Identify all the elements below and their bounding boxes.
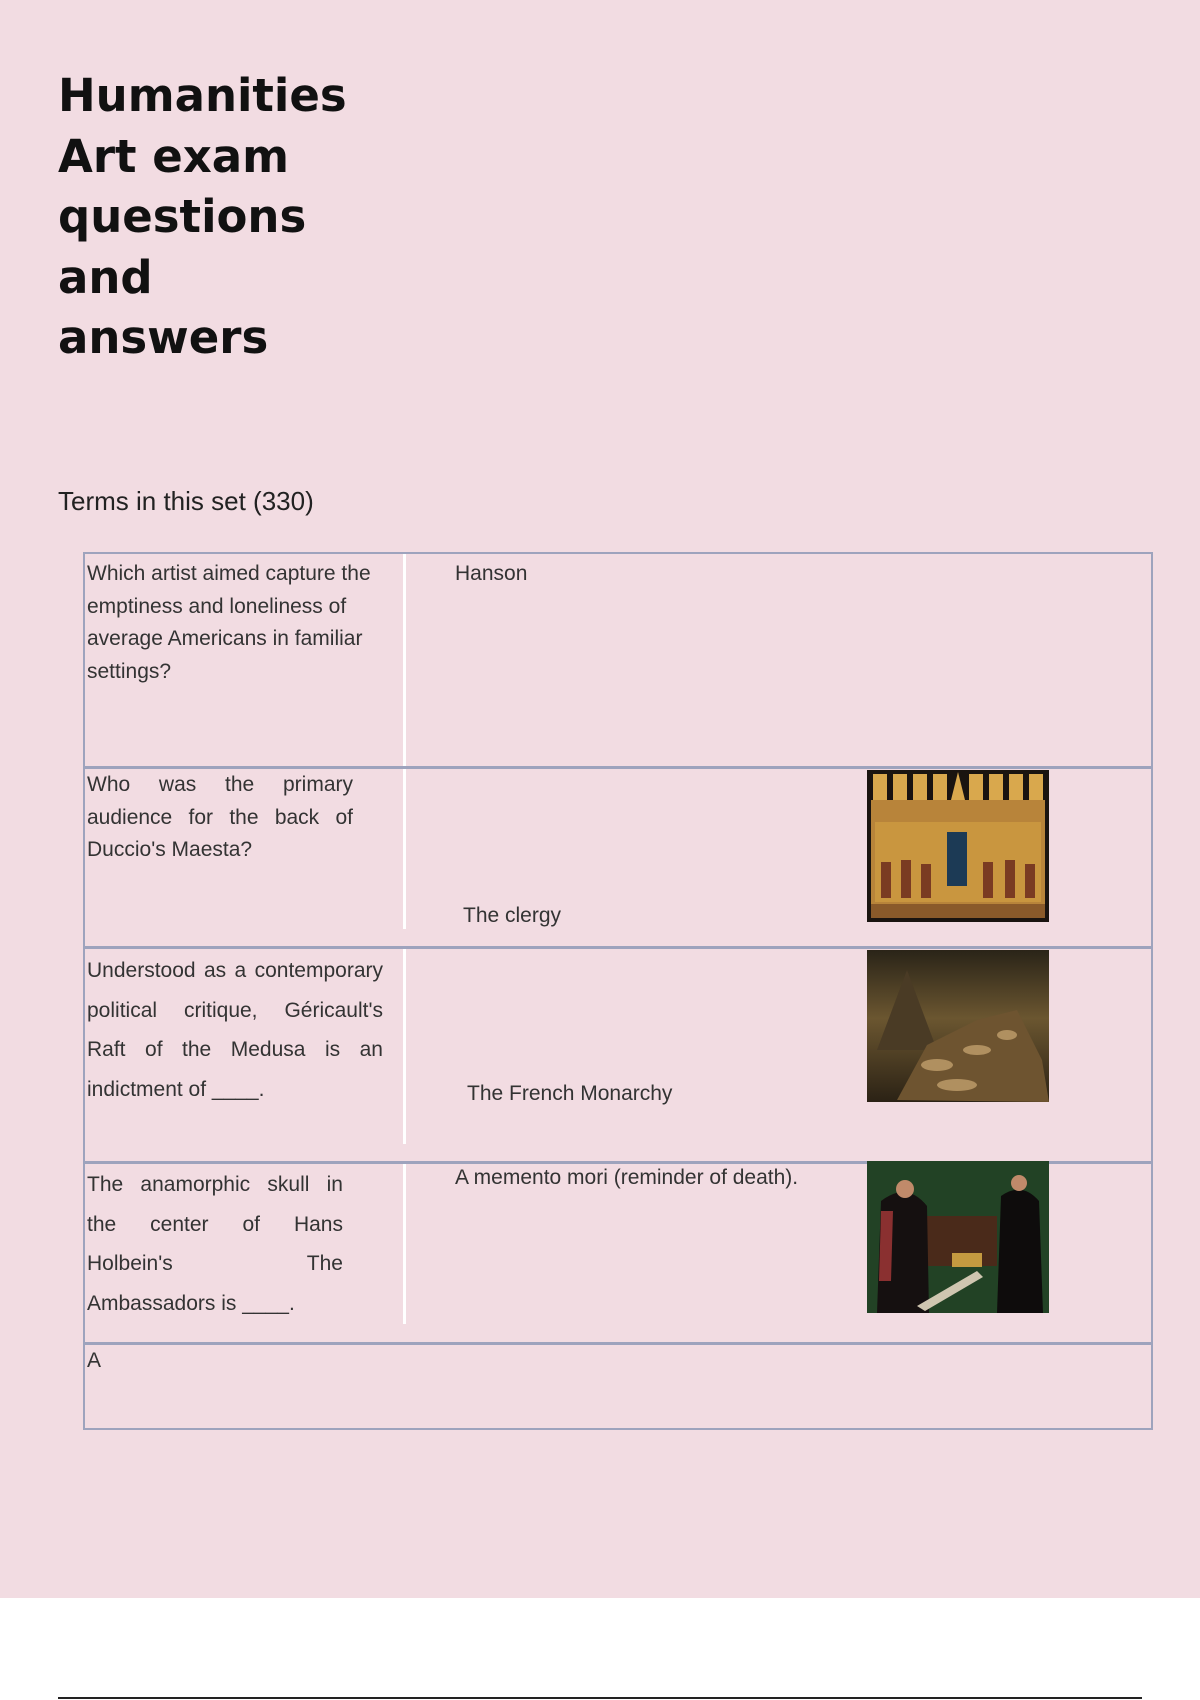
answer-text: The clergy xyxy=(463,904,562,927)
column-divider xyxy=(403,949,406,1144)
page-title xyxy=(58,66,347,369)
title-line: Art exam xyxy=(58,129,289,183)
duccio-maesta-image xyxy=(867,770,1049,922)
table-row xyxy=(85,1342,1151,1428)
title-line: questions xyxy=(58,190,307,243)
flashcard-table xyxy=(83,552,1153,1430)
question-text: A xyxy=(87,1349,102,1372)
column-divider xyxy=(403,1164,406,1324)
question-text: The anamorphic skull in the center of Hans Holbein's The Ambassadors is ____. xyxy=(87,1173,343,1315)
title-line: answers xyxy=(58,311,269,364)
the-ambassadors-image xyxy=(867,1161,1049,1313)
question-text: Understood as a contemporary political critique, Géricault's Raft of the Medusa is an indictment of ____. xyxy=(87,959,383,1101)
answer-text: The French Monarchy xyxy=(467,1082,673,1105)
raft-of-the-medusa-image xyxy=(867,950,1049,1102)
column-divider xyxy=(403,769,406,929)
answer-text: A memento mori (reminder of death). xyxy=(455,1166,799,1189)
column-divider xyxy=(403,554,406,766)
question-text: Which artist aimed capture the emptiness and loneliness of average Americans in familiar settings? xyxy=(87,562,371,683)
footer-rule xyxy=(58,1697,1142,1699)
table-row xyxy=(85,554,1151,768)
terms-count: Terms in this set (330) xyxy=(58,486,314,516)
title-line: and xyxy=(58,250,153,304)
question-text: Who was the primary audience for the back of Duccio's Maesta? xyxy=(87,773,353,861)
table-row xyxy=(85,946,1151,1163)
table-row xyxy=(85,766,1151,948)
answer-text: Hanson xyxy=(455,562,528,585)
table-row xyxy=(85,1161,1151,1344)
title-line: Humanities xyxy=(58,69,347,122)
